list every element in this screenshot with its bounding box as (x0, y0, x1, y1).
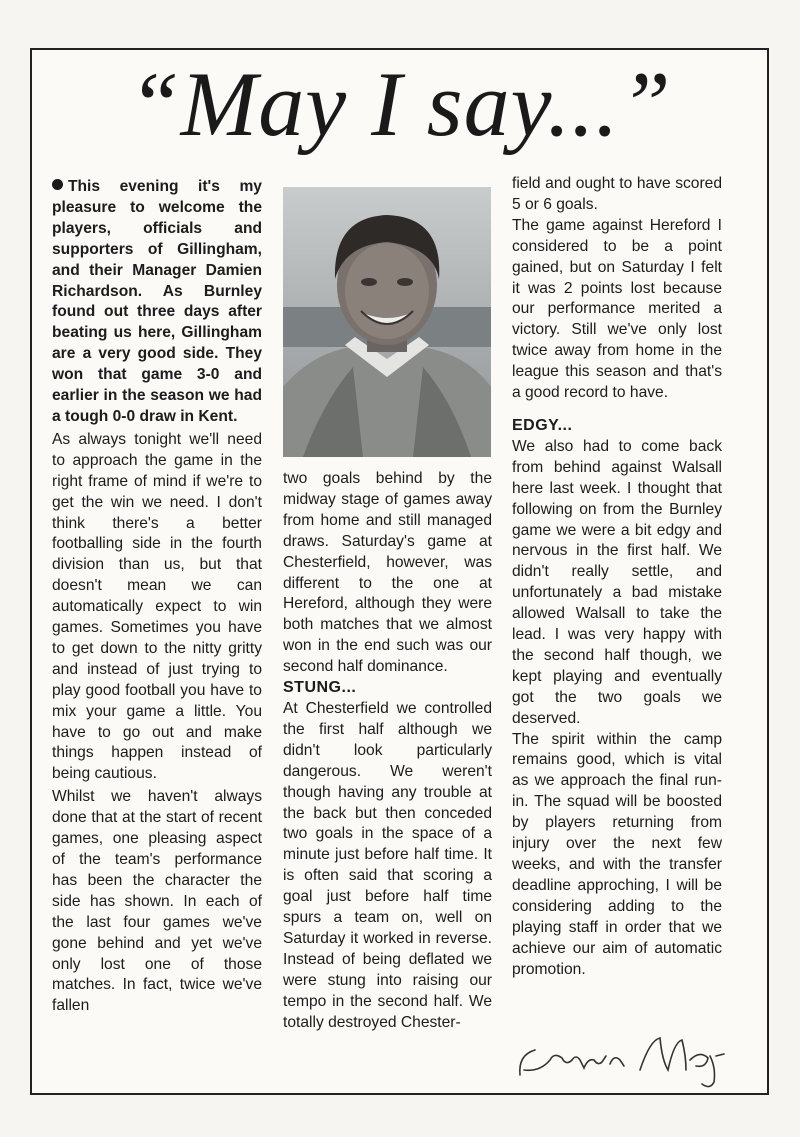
paragraph: field and ought to have scored 5 or 6 goals. (512, 175, 722, 213)
paragraph: At Chesterfield we controlled the first half although we didn't look particularly dangerous. We weren't though having any trouble at the back but then conceded two goals in the space of a minute just before half time. It is often said that scoring a goal just before half time spurs a team on, well on Saturday it worked in reverse. Instead of being deflated we were stung into raising our tempo in the second half. We totally destroyed Chester- (283, 699, 492, 1031)
manager-photo (283, 187, 491, 457)
column-2 (283, 469, 492, 1033)
column-1 (52, 177, 262, 1017)
column-3 (512, 174, 722, 980)
paragraph: We also had to come back from behind against Walsall here last week. I thought that following on from the Burnley game we were a bit edgy and nervous in the first half. We didn't really settle, and unfortunately a bad mistake allowed Walsall to take the lead. I was very happy with the second half though, we kept playing and eventually got the two goals we deserved. (512, 437, 722, 727)
signature (510, 1020, 740, 1090)
paragraph: two goals behind by the midway stage of games away from home and still managed draws. Saturday's game at Chesterfield, however, was different to the one at Hereford, although they were both matches that we almost won in the end such was our second half dominance. (283, 470, 492, 676)
page-title: “May I say...” (128, 53, 672, 155)
section-heading-edgy: EDGY... (512, 416, 573, 434)
paragraph: The game against Hereford I considered to be a point gained, but on Saturday I felt it was 2 points lost because our performance merited a victory. Still we've only lost twice away from home in the league this season and that's a good record to have. (512, 216, 722, 402)
bullet-icon (52, 179, 63, 190)
paragraph: Whilst we haven't always done that at the start of recent games, one pleasing aspect of the team's performance has been the character the side has shown. In each of the last four games we've gone behind and yet we've only lost one of those matches. In fact, twice we've fallen (52, 788, 262, 1015)
section-heading-stung: STUNG... (283, 679, 357, 697)
lead-text: This evening it's my pleasure to welcome the players, officials and supporters of Gillingham, and their Manager Damien Richardson. As Burnley found out three days after beating us here, Gillingham are a very good side. They won that game 3-0 and earlier in the season we had a tough 0-0 draw in Kent. (52, 178, 262, 425)
paragraph: As always tonight we'll need to approach the game in the right frame of mind if we're to get the win we need. I don't think there's a better footballing side in the fourth division than us, but that doesn't mean we can automatically expect to win games. Sometimes you have to get down to the nitty gritty and instead of just trying to play good football you have to mix your game a little. You have to go out and make things happen instead of being cautious. (52, 430, 262, 783)
paragraph: The spirit within the camp remains good, which is vital as we approach the final run-in. The squad will be boosted by players returning from injury over the next few weeks, and with the transfer deadline approching, I will be considering adding to the playing staff in order that we achieve our aim of automatic promotion. (512, 730, 722, 978)
lead-paragraph (52, 177, 262, 428)
